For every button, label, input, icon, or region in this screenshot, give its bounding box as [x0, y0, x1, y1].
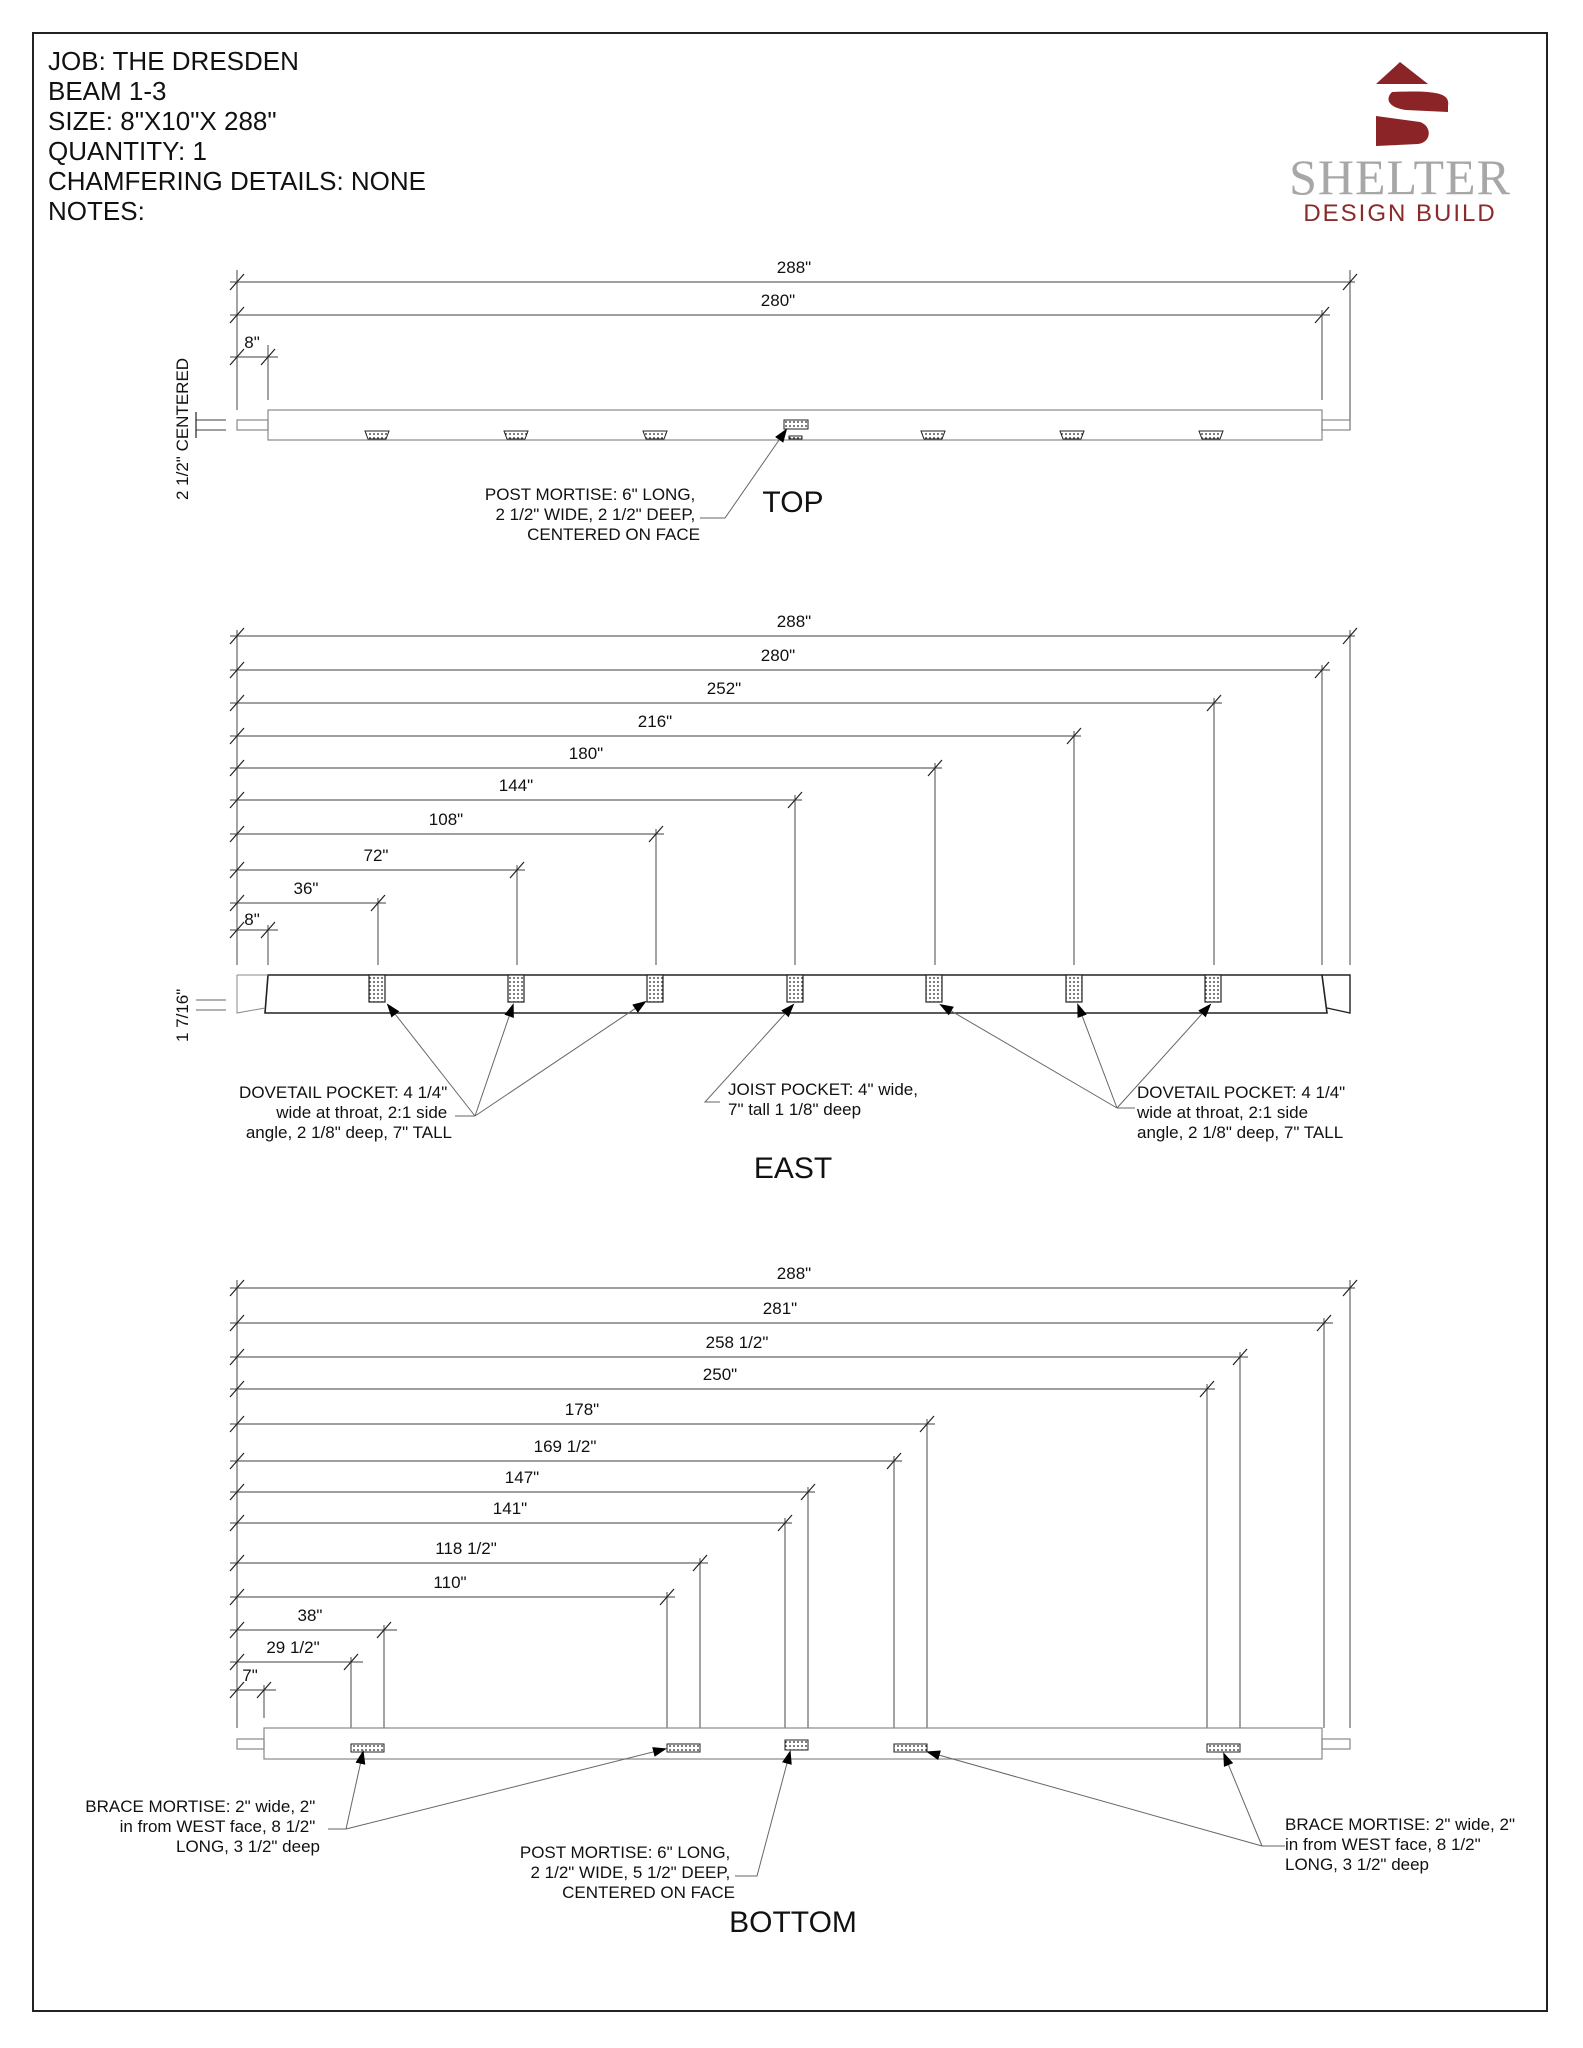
top-dim-8: 8" [244, 333, 260, 352]
bottom-dim-110: 110" [433, 1573, 467, 1592]
top-dim-288: 288" [776, 258, 812, 277]
chamfering-details: CHAMFERING DETAILS: NONE [48, 166, 427, 196]
logo-wordmark: SHELTER [1289, 149, 1511, 205]
east-dim-108: 108" [428, 810, 464, 829]
bottom-dim-178: 178" [564, 1400, 600, 1419]
bottom-mortises [351, 1740, 1240, 1752]
bottom-view [230, 1280, 1357, 1759]
top-post-mortise-note: POST MORTISE: 6" LONG, 2 1/2" WIDE, 2 1/2" DEEP, CENTERED ON FACE [484, 485, 700, 544]
east-dim-252: 252" [706, 679, 742, 698]
bottom-brace-note-right: BRACE MORTISE: 2" wide, 2" in from WEST face, 8 1/2" LONG, 3 1/2" deep [1285, 1815, 1515, 1874]
beam-id: BEAM 1-3 [48, 76, 167, 106]
east-dim-144: 144" [498, 776, 534, 795]
east-dim-36: 36" [293, 879, 319, 898]
east-pockets [369, 975, 1221, 1002]
bottom-dim-118-1-2: 118 1/2" [435, 1539, 497, 1558]
east-dim-8: 8" [244, 910, 260, 929]
bottom-brace-note-left: BRACE MORTISE: 2" wide, 2" in from WEST face, 8 1/2" LONG, 3 1/2" deep [85, 1797, 320, 1856]
bottom-dim-281: 281" [762, 1299, 798, 1318]
bottom-view-title: BOTTOM [729, 1906, 857, 1939]
bottom-dim-250: 250" [702, 1365, 738, 1384]
east-side-dim: 1 7/16" [173, 988, 192, 1042]
bottom-leaders [328, 1749, 1285, 1876]
top-view-title: TOP [762, 486, 824, 519]
bottom-dim-7: 7" [242, 1666, 258, 1685]
east-dim-280: 280" [760, 646, 796, 665]
east-dim-72: 72" [363, 846, 389, 865]
bottom-dim-169-1-2: 169 1/2" [533, 1437, 597, 1456]
job-name: JOB: THE DRESDEN [48, 46, 299, 76]
east-joist-pocket-note: JOIST POCKET: 4" wide, 7" tall 1 1/8" deep [728, 1080, 918, 1119]
top-side-dim: 2 1/2" CENTERED [173, 357, 192, 500]
east-dim-180: 180" [568, 744, 604, 763]
bottom-dim-38: 38" [297, 1606, 323, 1625]
bottom-dim-258-1-2: 258 1/2" [705, 1333, 769, 1352]
east-dovetail-note-right: DOVETAIL POCKET: 4 1/4" wide at throat, 2:1 side angle, 2 1/8" deep, 7" TALL [1137, 1083, 1346, 1142]
bottom-dim-29-1-2: 29 1/2" [266, 1638, 320, 1657]
bottom-post-mortise-note: POST MORTISE: 6" LONG, 2 1/2" WIDE, 5 1/2" DEEP, CENTERED ON FACE [519, 1843, 735, 1902]
beam-size: SIZE: 8"X10"X 288" [48, 106, 277, 136]
quantity: QUANTITY: 1 [48, 136, 207, 166]
bottom-dim-147: 147" [504, 1468, 540, 1487]
east-view [230, 628, 1357, 965]
top-dim-280: 280" [760, 291, 796, 310]
east-dim-288: 288" [776, 612, 812, 631]
top-view-pockets [365, 420, 1223, 439]
notes: NOTES: [48, 196, 145, 226]
bottom-dim-141: 141" [492, 1499, 528, 1518]
east-dim-216: 216" [637, 712, 673, 731]
east-dovetail-note-left: DOVETAIL POCKET: 4 1/4" wide at throat, 2:1 side angle, 2 1/8" deep, 7" TALL [239, 1083, 452, 1142]
logo-subtitle: DESIGN BUILD [1303, 200, 1497, 227]
east-view-title: EAST [753, 1152, 833, 1185]
bottom-dim-288: 288" [776, 1264, 812, 1283]
